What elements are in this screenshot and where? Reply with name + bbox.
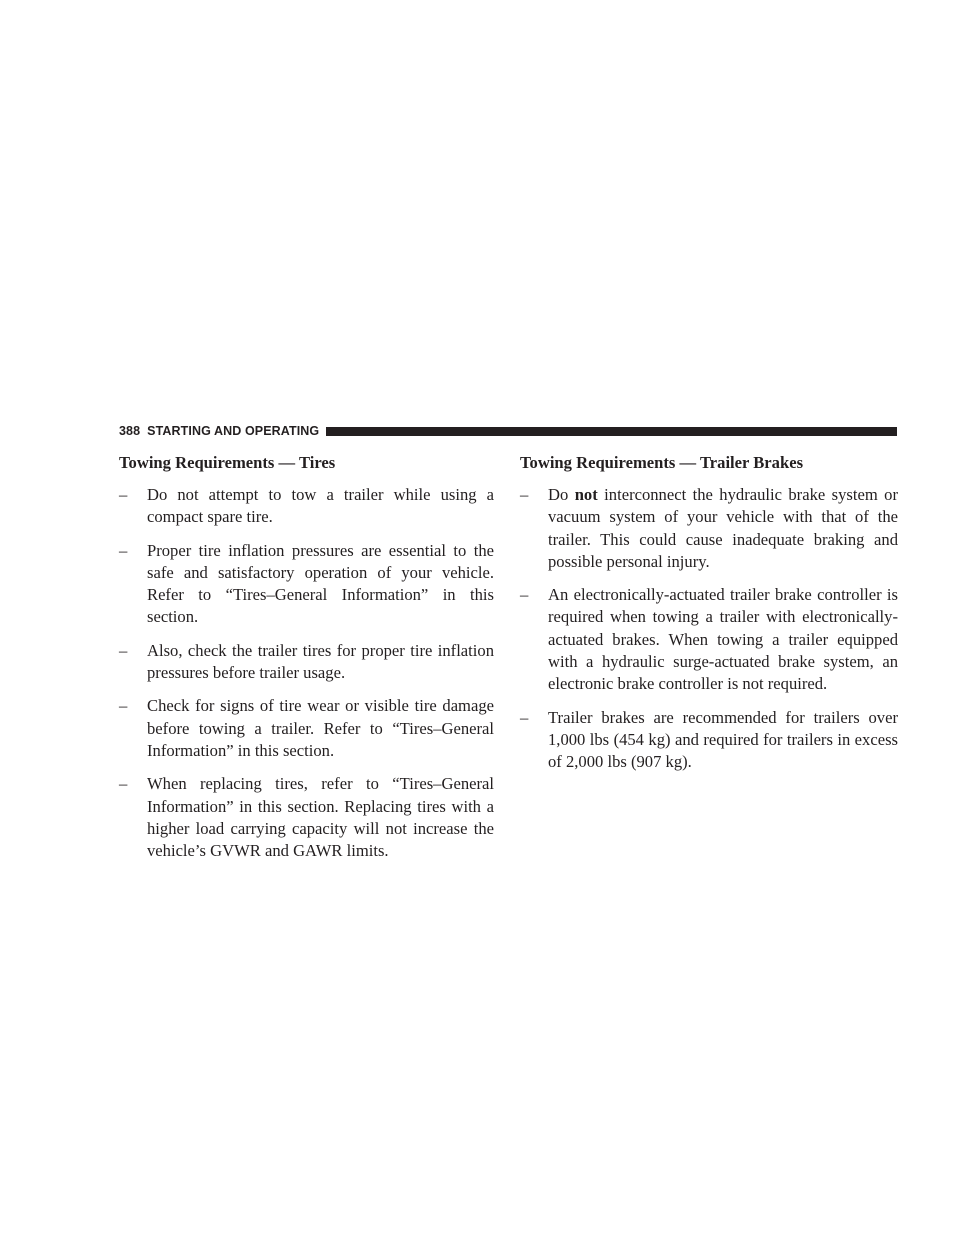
list-item-text: Proper tire inflation pressures are essential to the safe and satisfactory operation of your vehicle. Refer to “Tires–General Information” in this section.: [147, 540, 494, 627]
list-item-text: Trailer brakes are recommended for trailers over 1,000 lbs (454 kg) and required for trailers in excess of 2,000 lbs (907 kg).: [548, 707, 898, 772]
bullet-dash: –: [119, 485, 128, 504]
item-text-pre: Do: [548, 485, 575, 504]
right-column: [520, 452, 898, 785]
left-column: [119, 452, 494, 873]
header-rule: [326, 427, 897, 436]
list-item: [119, 540, 494, 629]
bullet-dash: –: [119, 640, 128, 660]
section-title: STARTING AND OPERATING: [147, 424, 320, 438]
list-item: [520, 707, 898, 774]
bullet-dash: –: [119, 696, 128, 716]
bullet-dash: –: [119, 774, 128, 794]
list-item-text: [548, 485, 898, 571]
list-item: [119, 773, 494, 862]
list-item-text: When replacing tires, refer to “Tires–General Information” in this section. Replacing tires with a higher load carrying capacity will not increase the vehicle’s GVWR and GAWR limits.: [147, 774, 494, 861]
list-item: [119, 484, 494, 529]
item-text-post: interconnect the hydraulic brake system or vacuum system of your vehicle with that of the trailer. This could cause inadequate braking and possible personal injury.: [548, 485, 898, 571]
list-item-text: Do not attempt to tow a trailer while using a compact spare tire.: [147, 485, 494, 527]
list-item-text: An electronically-actuated trailer brake controller is required when towing a trailer with electronically-actuated brakes. When towing a trailer equipped with a hydraulic surge-actuated brake system, an electronic brake controller is not required.: [548, 585, 898, 694]
list-item-text: Check for signs of tire wear or visible tire damage before towing a trailer. Refer to “Tires–General Information” in this section.: [147, 696, 494, 760]
bullet-dash: –: [520, 485, 529, 504]
page-number: 388: [119, 424, 141, 438]
list-item: [119, 640, 494, 685]
section-heading-tires: Towing Requirements — Tires: [119, 453, 336, 472]
list-item: [520, 484, 898, 573]
bullet-dash: –: [520, 707, 529, 727]
bullet-dash: –: [119, 540, 128, 560]
emphasis-not: not: [574, 485, 598, 504]
bullet-dash: –: [520, 585, 529, 605]
section-heading-trailer-brakes: Towing Requirements — Trailer Brakes: [520, 453, 804, 472]
list-item-text: Also, check the trailer tires for proper tire inflation pressures before trailer usage.: [147, 640, 494, 683]
page-header: [119, 422, 897, 440]
list-item: [119, 695, 494, 762]
list-item: [520, 584, 898, 695]
